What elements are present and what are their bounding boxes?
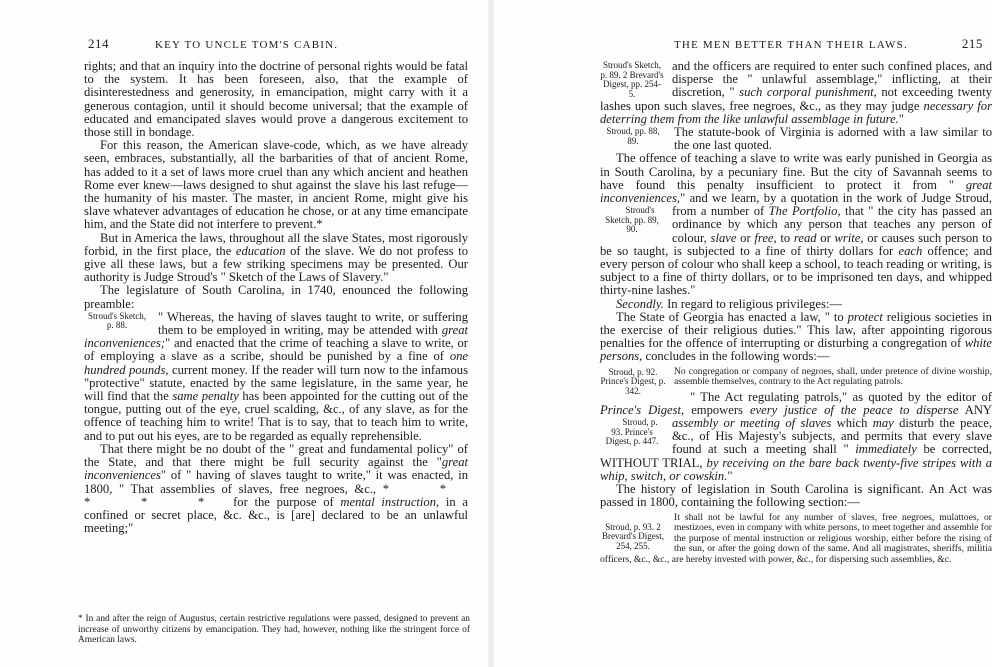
paragraph: The State of Georgia has enacted a law, " to protect religious societies in the exercise of their religious duties." This law, after appointing rigorous penalties for the offence of interrupting or disturbing a congregation of white persons, concludes in the following words:— [600,309,992,364]
paragraph: Stroud's Sketch, p. 89. 2 Brevard's Digest, pp. 254-5. and the officers are required to enter such confined places, and disperse the " unlawful assemblage," inflicting, at their discretion, " such corporal punishment, not exceeding twenty lashes upon such slaves, free negroes, &c., as they may judge necessary for deterring them from the like unlawful assemblage in future." [600,59,992,126]
paragraph: But in America the laws, throughout all the slave States, most rigorously forbid, in the first place, the education of the slave. We do not profess to give all these laws, but a few striking specimens may be presented. Our authority is Judge Stroud's " Sketch of the Laws of Slavery." [84,230,469,285]
paragraph: Secondly. In regard to religious privileges:— [616,296,842,311]
paragraph: For this reason, the American slave-code, which, as we have already seen, embraces, substantially, all the barbarities of that of ancient Rome, has added to it a set of laws more cruel than any which ancient and heathen Rome ever knew—laws designed to shut against the slave his last refuge—the humanity of his master. The master, in ancient Rome, might give his slave whatever advantages of education he chose, or at any time emancipate him, and the State did not interfere to prevent.* [84,138,468,232]
margin-note: Stroud's Sketch, p. 89. 2 Brevard's Digest, pp. 254-5. [600,60,664,99]
paragraph: The offence of teaching a slave to write was early punished in Georgia as in South Carolina, by a pecuniary fine. But the city of Savannah seems to have found this penalty insufficient to protect it from " great inconveniences," and we learn, by a quotation in the work of Judge Stroud, from a number of The Portfolio, Stroud's Sketch, pp. 89, 90. that " the city has passed an ordinance by which any person that teaches any person of colour, slave or free, to read or write, or causes such person to be so taught, is subjected to a fine of thirty dollars for each offence; and every person of colour who shall keep a school, to teach reading or writing, is subject to a fine of thirty dollars, or to be imprisoned ten days, and whipped thirty-nine lashes." [600,151,992,298]
margin-note: Stroud, p. 93. 2 Brevard's Digest, 254, 255. [601,521,665,551]
margin-note: Stroud's Sketch, p. 88. [87,310,147,331]
footnote: * In and after the reign of Augustus, certain restrictive regulations were passed, designed to prevent an increase of unworthy citizens by emancipation. They had, however, nothing like the stringent force of American laws. [78,614,470,646]
paragraph: The legislature of South Carolina, in 1740, enounced the following preamble: [84,283,468,311]
margin-note: Stroud's Sketch, pp. 89, 90. [605,205,659,235]
paragraph: That there might be no doubt of the " great and fundamental policy" of the State, and that there might be full security against the "great inconveniences" of " having of slaves taught to write," it was enacted, in 1800, " That assemblies of slaves, free negroes, &c., * * * * * for the purpose of mental instruction, in a confined or secret place, &c. &c., is [are] declared to be an unlawful meeting;" [84,441,468,536]
left-page [0,0,490,667]
paragraph: " The Act regulating patrols," as quoted by the editor of Prince's Digest, empowers every justice of the peace to disperse Stroud, p. 93. Prince's Digest, p. 447. ANY assembly or meeting of slaves which may disturb the peace, &c., of His Majesty's subjects, and permits that every slave found at such a meeting shall " immediately be corrected, WITHOUT TRIAL, by receiving on the bare back twenty-five stripes with a whip, switch, or cowskin." [600,389,992,483]
margin-note: Stroud, p. 93. Prince's Digest, p. 447. [605,417,659,447]
left-page-header [88,36,338,52]
right-body [600,60,992,565]
quoted-statute: Stroud, p. 92. Prince's Digest, p. 342. No congregation or company of negroes, shall, under pretence of divine worship, assemble themselves, contrary to the Act regulating patrols. [600,365,992,396]
right-running-head: THE MEN BETTER THAN THEIR LAWS. [674,39,908,51]
left-body [84,60,468,535]
paragraph: Stroud, pp. 88, 89. The statute-book of Virginia is adorned with a law similar to the one last quoted. [600,126,992,152]
margin-note: Stroud, p. 92. Prince's Digest, p. 342. [600,366,666,396]
right-page-header [674,36,983,52]
quoted-statute: Stroud, p. 93. 2 Brevard's Digest, 254, 255. It shall not be lawful for any number of slaves, free negroes, mulattoes, or mestizoes, even in company with white persons, to meet together and assemble for the purpose of mental instruction or religious worship, either before the rising of the sun, or after the going down of the same. And all magistrates, sheriffs, militia officers, &c., &c., are hereby invested with power, &c., for dispersing such assemblies, &c. [600,511,992,565]
ellipsis-stars: * * * * * [84,481,468,509]
paragraph: The history of legislation in South Carolina is significant. An Act was passed in 1800, containing the following section:— [600,482,992,510]
right-page [490,0,992,667]
left-page-number: 214 [88,36,109,51]
paragraph: Stroud's Sketch, p. 88. " Whereas, the having of slaves taught to write, or suffering them to be employed in writing, may be attended with great inconveniences;" and enacted that the crime of teaching a slave to write, or of employing a slave as a scribe, should be punished by a fine of one hundred pounds, current money. If the reader will turn now to the infamous "protective" statute, enacted by the same legislature, in the same year, he will find that the same penalty has been appointed for the cutting out of the tongue, putting out of the eye, cruel scalding, &c., of any slave, as for the offence of teaching him to write! That is to say, that to teach him to write, and to put out his eyes, are to be regarded as equally reprehensible. [84,309,468,443]
paragraph: rights; and that an inquiry into the doctrine of personal rights would be fatal to the system. It has been foreseen, also, that the example of disinterestedness and generosity, in emancipation, might carry with it a generous contagion, until it should become universal; that the example of educated and emancipated slaves would prove a dangerous excitement to those still in bondage. [84,59,468,140]
right-page-number: 215 [961,36,983,51]
margin-note: Stroud, pp. 88, 89. [606,126,660,146]
left-running-head: KEY TO UNCLE TOM'S CABIN. [154,39,339,51]
